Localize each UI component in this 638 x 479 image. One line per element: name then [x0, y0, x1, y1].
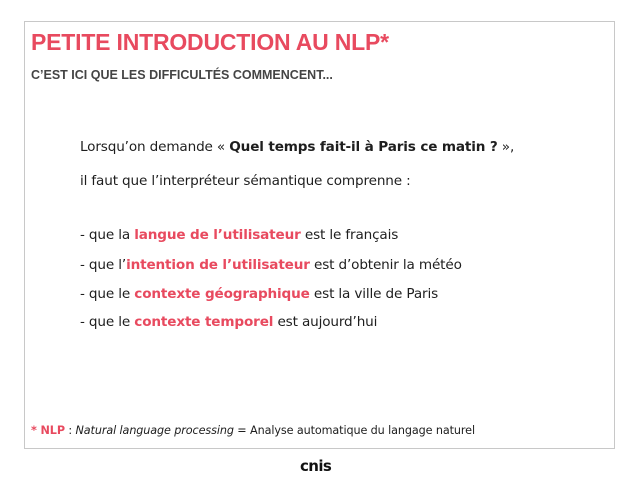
bullet-item [80, 227, 398, 243]
bullet-item [80, 286, 438, 302]
slide-title: PETITE INTRODUCTION AU NLP* [31, 29, 389, 55]
bullet-prefix: - que la [80, 227, 135, 243]
intro-line-2: il faut que l’interpréteur sémantique comprenne : [80, 173, 411, 189]
footnote-marker: * NLP [31, 424, 65, 437]
footnote [31, 424, 475, 437]
footnote-definition: = Analyse automatique du langage naturel [233, 424, 475, 437]
bullet-item [80, 314, 377, 330]
bullet-prefix: - que l’ [80, 257, 127, 273]
bullet-highlight: contexte géographique [134, 286, 310, 302]
bullet-highlight: langue de l’utilisateur [134, 227, 301, 243]
bullet-suffix: est aujourd’hui [273, 314, 378, 330]
footnote-term: Natural language processing [75, 424, 234, 437]
intro-suffix: », [497, 139, 515, 155]
bullet-suffix: est la ville de Paris [309, 286, 439, 302]
slide-subtitle: C’EST ICI QUE LES DIFFICULTÉS COMMENCENT... [31, 68, 333, 82]
intro-question: Quel temps fait-il à Paris ce matin ? [229, 139, 498, 155]
footnote-separator: : [64, 424, 76, 437]
bullet-highlight: intention de l’utilisateur [126, 257, 310, 273]
bullet-prefix: - que le [80, 314, 135, 330]
bullet-prefix: - que le [80, 286, 135, 302]
intro-prefix: Lorsqu’on demande « [80, 139, 230, 155]
intro-line-1 [80, 139, 514, 155]
bullet-item [80, 257, 462, 273]
bullet-suffix: est d’obtenir la météo [309, 257, 462, 273]
bullet-suffix: est le français [300, 227, 399, 243]
bullet-highlight: contexte temporel [134, 314, 274, 330]
company-logo: cnis [300, 457, 332, 475]
